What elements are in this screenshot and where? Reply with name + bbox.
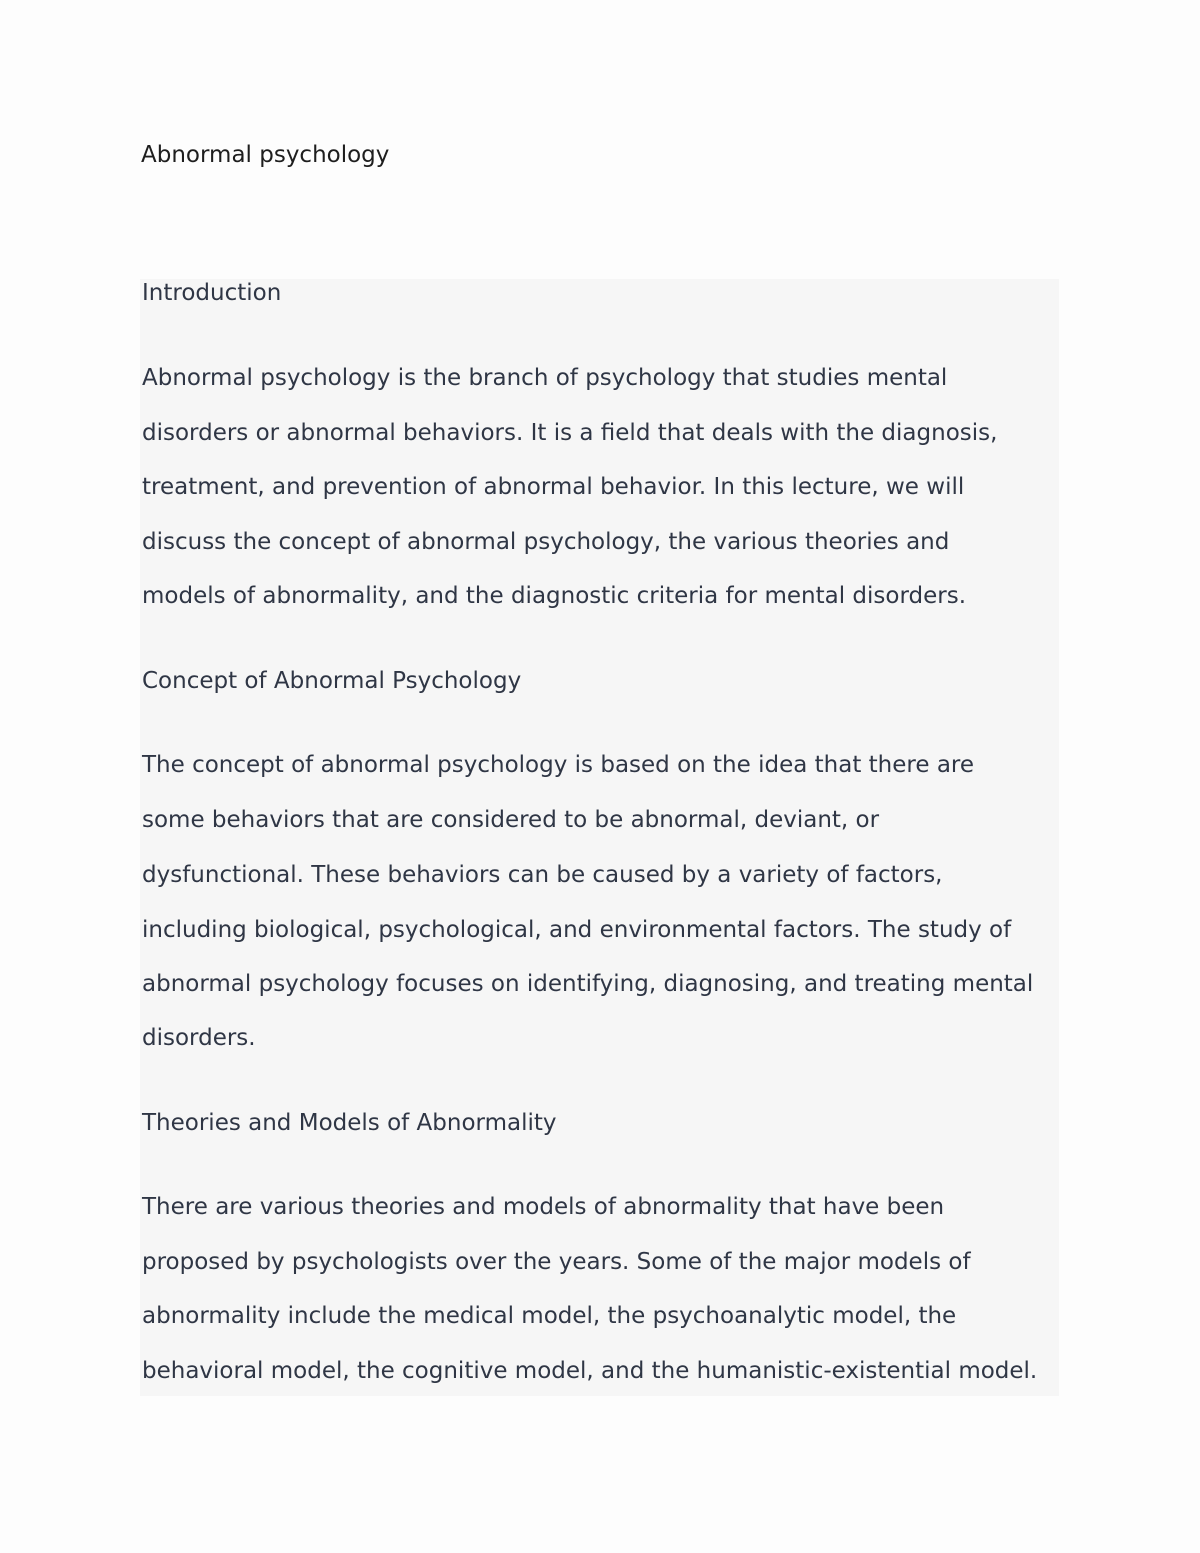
paragraph-line: discuss the concept of abnormal psychology, the various theories and: [142, 529, 950, 555]
paragraph-line: treatment, and prevention of abnormal behavior. In this lecture, we will: [142, 474, 965, 500]
paragraph-line: disorders or abnormal behaviors. It is a field that deals with the diagnosis,: [142, 420, 998, 446]
section-heading-introduction: Introduction: [142, 280, 282, 306]
paragraph-line: Abnormal psychology is the branch of psychology that studies mental: [142, 365, 948, 391]
document-title: Abnormal psychology: [141, 142, 390, 168]
paragraph-line: There are various theories and models of abnormality that have been: [142, 1194, 945, 1220]
paragraph-line: disorders.: [142, 1025, 256, 1051]
paragraph-line: including biological, psychological, and environmental factors. The study of: [142, 917, 1012, 943]
paragraph-line: abnormal psychology focuses on identifying, diagnosing, and treating mental: [142, 971, 1034, 997]
paragraph-line: some behaviors that are considered to be abnormal, deviant, or: [142, 807, 880, 833]
section-heading-concept: Concept of Abnormal Psychology: [142, 668, 522, 694]
section-heading-theories: Theories and Models of Abnormality: [142, 1110, 557, 1136]
paragraph-line: dysfunctional. These behaviors can be caused by a variety of factors,: [142, 862, 943, 888]
paragraph-line: abnormality include the medical model, the psychoanalytic model, the: [142, 1303, 957, 1329]
paragraph-line: models of abnormality, and the diagnostic criteria for mental disorders.: [142, 583, 967, 609]
paragraph-line: behavioral model, the cognitive model, and the humanistic-existential model.: [142, 1358, 1038, 1384]
paragraph-line: proposed by psychologists over the years. Some of the major models of: [142, 1249, 971, 1275]
document-body: [140, 279, 1059, 1396]
paragraph-line: The concept of abnormal psychology is based on the idea that there are: [142, 752, 975, 778]
